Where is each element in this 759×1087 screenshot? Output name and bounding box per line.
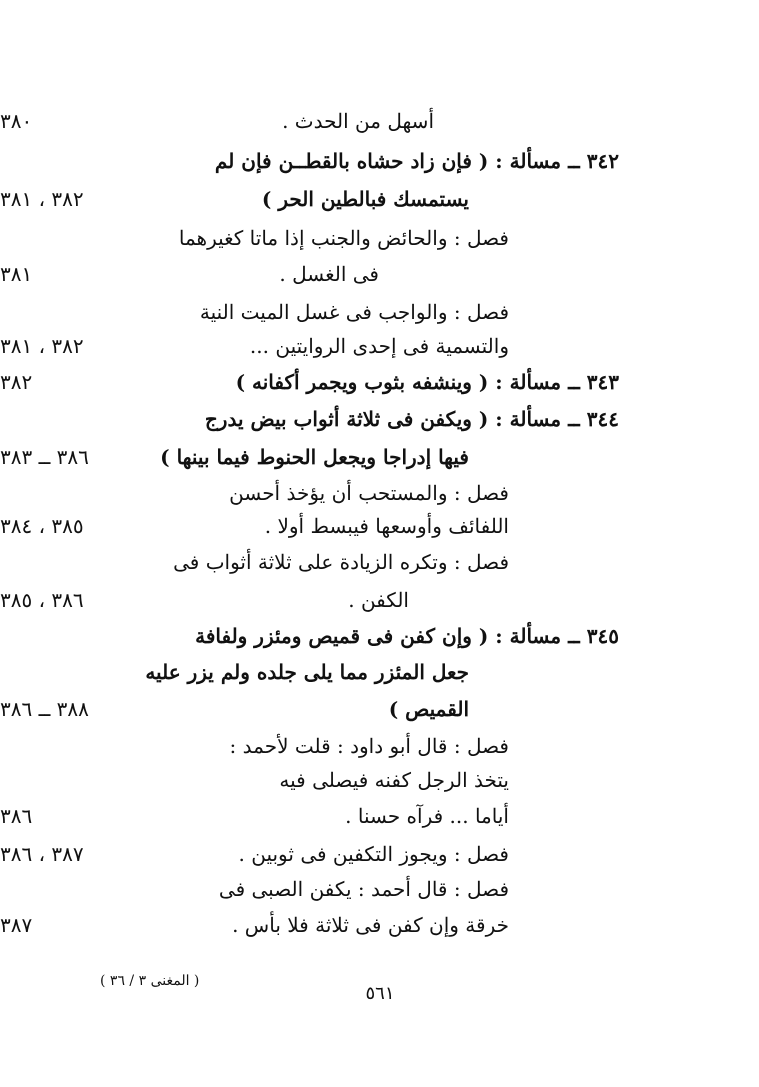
page-reference: ٣٨٢ ، ٣٨١ [0,334,84,358]
index-line-text: والتسمية فى إحدى الروايتين ... [249,334,509,358]
page-reference: ٣٨٢ [0,370,33,394]
index-line-text: فى الغسل . [279,262,379,286]
index-line-text: فصل : وتكره الزيادة على ثلاثة أثواب فى [173,550,509,574]
index-heading-text: جعل المئزر مما يلى جلده ولم يزر عليه [145,660,469,684]
index-heading-text: ٣٤٣ ــ مسألة : ( وينشفه بثوب ويجمر أكفانه ) [235,370,619,394]
index-line-text: فصل : والمستحب أن يؤخذ أحسن [229,481,509,505]
index-line-text: الكفن . [348,588,409,612]
index-heading-text: القميص ) [388,697,469,721]
index-heading-text: ٣٤٢ ــ مسألة : ( فإن زاد حشاه بالقطــن فإن لم [214,149,619,173]
signature-mark: ( المغنى ٣ / ٣٦ ) [100,973,200,989]
page-reference: ٣٨٦ ، ٣٨٥ [0,588,84,612]
page-number: ٥٦١ [365,983,395,1004]
index-line-text: أسهل من الحدث . [282,109,434,133]
index-line-text: فصل : ويجوز التكفين فى ثوبين . [238,842,509,866]
page-reference: ٣٨٧ [0,913,33,937]
page-reference: ٣٨٨ ــ ٣٨٦ [0,697,89,721]
index-line-text: فصل : والواجب فى غسل الميت النية [199,300,509,324]
index-line-text: فصل : قال أبو داود : قلت لأحمد : [229,734,509,758]
index-line-text: فصل : قال أحمد : يكفن الصبى فى [218,877,509,901]
index-heading-text: يستمسك فبالطين الحر ) [261,187,469,211]
index-line-text: أياما ... فرآه حسنا . [345,804,509,828]
index-heading-text: فيها إدراجا ويجعل الحنوط فيما بينها ) [160,445,469,469]
page-reference: ٣٨٥ ، ٣٨٤ [0,514,84,538]
index-heading-text: ٣٤٥ ــ مسألة : ( وإن كفن فى قميص ومئزر ولفافة [195,624,619,648]
page-reference: ٣٨٦ [0,804,33,828]
index-line-text: خرقة وإن كفن فى ثلاثة فلا بأس . [232,913,509,937]
index-line-text: يتخذ الرجل كفنه فيصلى فيه [279,768,509,792]
page-reference: ٣٨١ [0,262,33,286]
index-line-text: اللفائف وأوسعها فيبسط أولا . [264,514,509,538]
index-line-text: فصل : والحائض والجنب إذا ماتا كغيرهما [178,226,509,250]
page-reference: ٣٨٦ ــ ٣٨٣ [0,445,89,469]
page-reference: ٣٨٧ ، ٣٨٦ [0,842,84,866]
page-reference: ٣٨٠ [0,109,33,133]
index-heading-text: ٣٤٤ ــ مسألة : ( ويكفن فى ثلاثة أثواب بيض يدرج [204,407,619,431]
page-reference: ٣٨٢ ، ٣٨١ [0,187,84,211]
